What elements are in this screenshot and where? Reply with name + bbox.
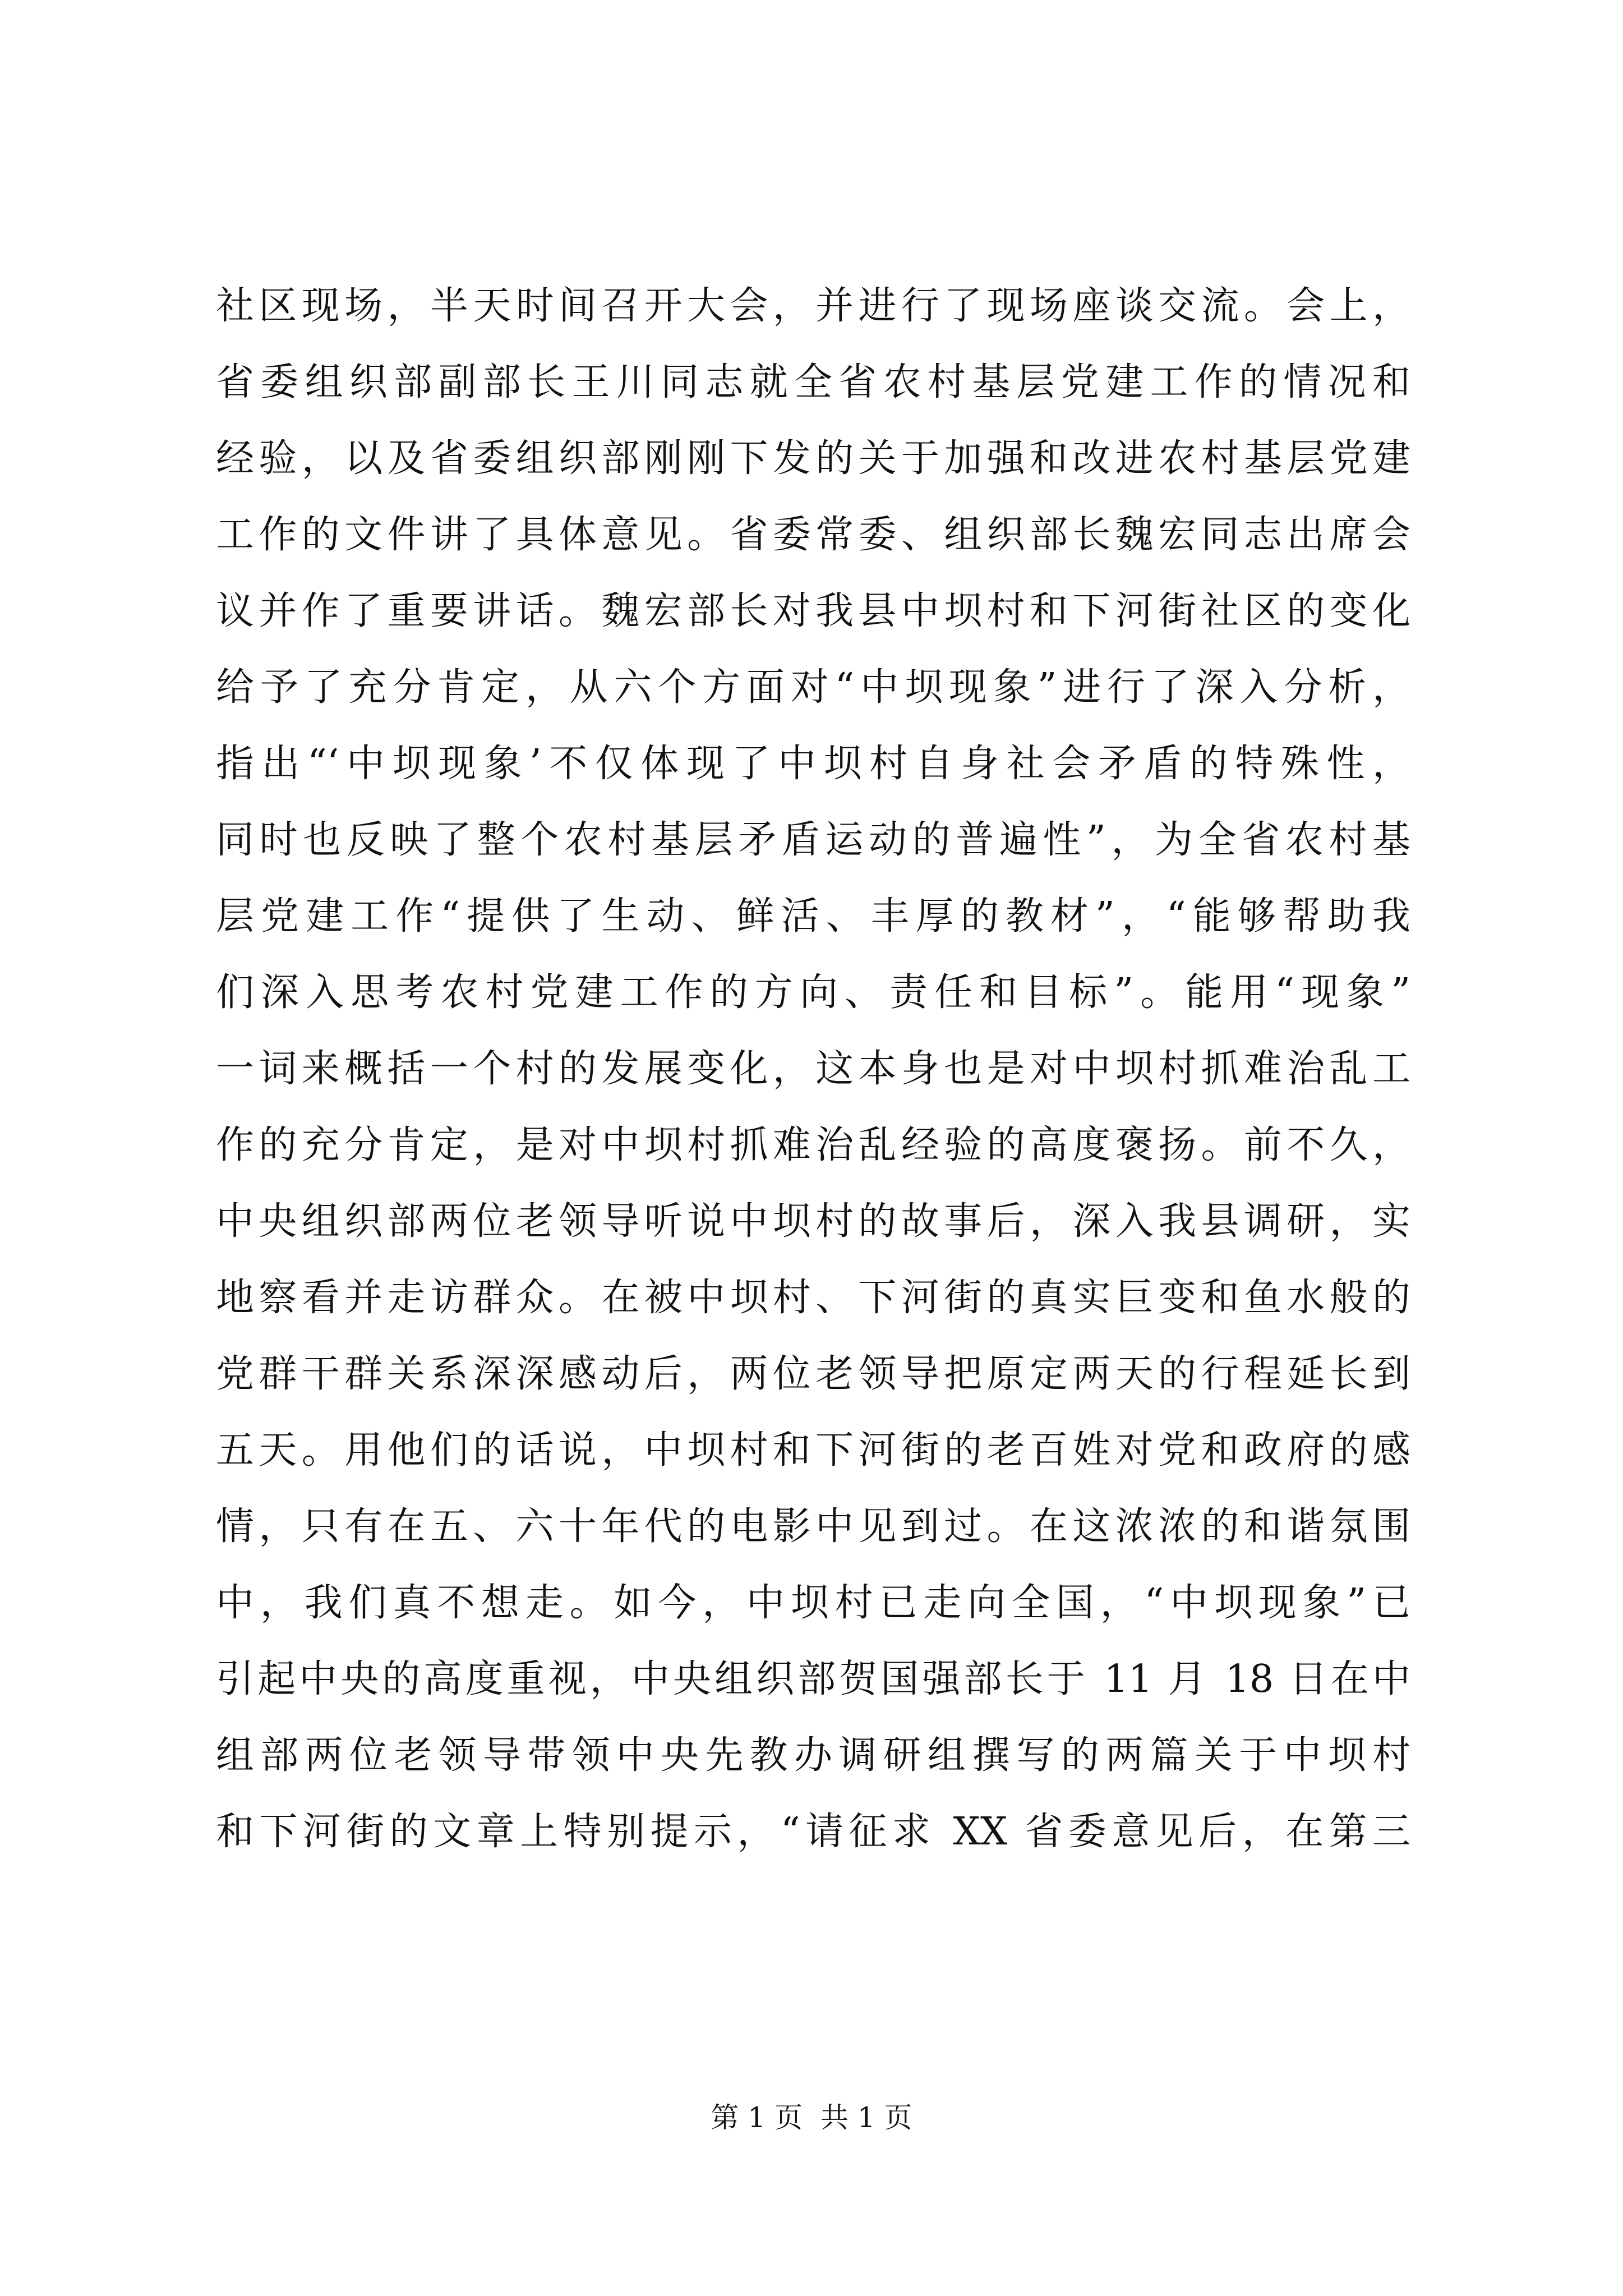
text-line: 们深入思考农村党建工作的方向、责任和目标”。能用“现象” <box>216 970 1410 1015</box>
text-line: 给予了充分肯定，从六个方面对“中坝现象”进行了深入分析， <box>216 665 1410 710</box>
text-line: 省委组织部副部长王川同志就全省农村基层党建工作的情况和 <box>216 360 1410 404</box>
text-line: 作的充分肯定，是对中坝村抓难治乱经验的高度褒扬。前不久， <box>216 1123 1410 1167</box>
text-line: 一词来概括一个村的发展变化，这本身也是对中坝村抓难治乱工 <box>216 1047 1410 1091</box>
text-line: 地察看并走访群众。在被中坝村、下河街的真实巨变和鱼水般的 <box>216 1276 1410 1320</box>
text-line: 党群干群关系深深感动后，两位老领导把原定两天的行程延长到 <box>216 1352 1410 1396</box>
text-line: 组部两位老领导带领中央先教办调研组撰写的两篇关于中坝村 <box>216 1733 1410 1778</box>
text-line: 指出“‘中坝现象’不仅体现了中坝村自身社会矛盾的特殊性， <box>216 742 1410 786</box>
text-line: 中，我们真不想走。如今，中坝村已走向全国，“中坝现象”已 <box>216 1581 1410 1625</box>
text-line: 层党建工作“提供了生动、鲜活、丰厚的教材”，“能够帮助我 <box>216 894 1410 938</box>
text-line: 和下河街的文章上特别提示，“请征求 XX 省委意见后，在第三 <box>216 1810 1410 1854</box>
text-line: 引起中央的高度重视，中央组织部贺国强部长于 11 月 18 日在中 <box>216 1657 1410 1701</box>
page-footer: 第 1 页 共 1 页 <box>711 2101 912 2134</box>
text-line: 议并作了重要讲话。魏宏部长对我县中坝村和下河街社区的变化 <box>216 589 1410 633</box>
text-line: 同时也反映了整个农村基层矛盾运动的普遍性”，为全省农村基 <box>216 818 1410 862</box>
text-line: 社区现场，半天时间召开大会，并进行了现场座谈交流。会上， <box>216 284 1410 328</box>
text-line: 中央组织部两位老领导听说中坝村的故事后，深入我县调研，实 <box>216 1199 1410 1244</box>
body-paragraph <box>216 268 1410 1870</box>
text-line: 工作的文件讲了具体意见。省委常委、组织部长魏宏同志出席会 <box>216 513 1410 557</box>
text-line: 经验，以及省委组织部刚刚下发的关于加强和改进农村基层党建 <box>216 436 1410 481</box>
text-line: 五天。用他们的话说，中坝村和下河街的老百姓对党和政府的感 <box>216 1428 1410 1473</box>
text-line: 情，只有在五、六十年代的电影中见到过。在这浓浓的和谐氛围 <box>216 1504 1410 1549</box>
